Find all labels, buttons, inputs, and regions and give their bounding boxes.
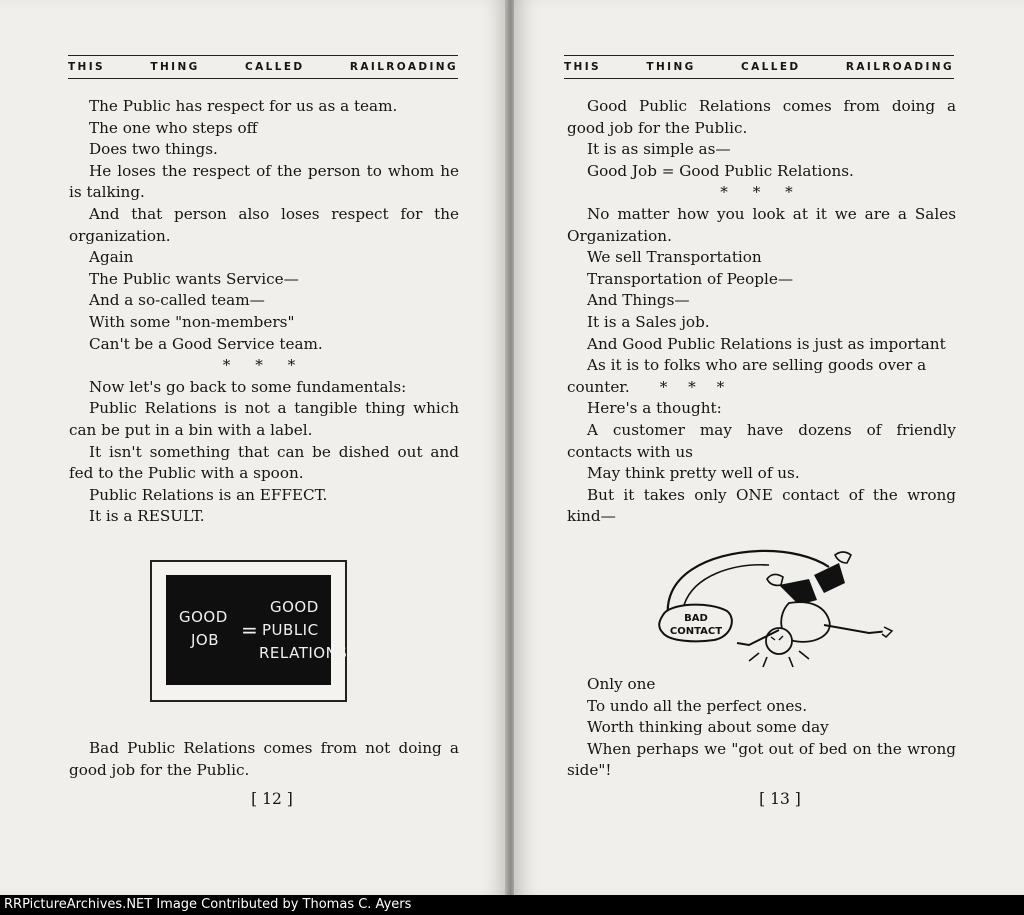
- cartoon-leg-right: [814, 563, 845, 593]
- running-head-right: [564, 55, 954, 79]
- paragraph: No matter how you look at it we are a Sales Organization.: [567, 204, 956, 245]
- text-line: We sell Transportation: [587, 248, 762, 267]
- running-head-word: THING: [646, 61, 696, 73]
- text-line: [567, 377, 956, 399]
- cartoon-shoe-left: [767, 574, 783, 585]
- text-line: Now let's go back to some fundamentals:: [89, 377, 407, 396]
- text-line: Public Relations is an EFFECT.: [89, 485, 328, 504]
- text-line: And a so-called team—: [89, 291, 265, 310]
- text-line: Only one: [587, 675, 656, 693]
- running-head-word: RAILROADING: [349, 61, 458, 73]
- text-line: Again: [89, 248, 134, 267]
- text-line: Can't be a Good Service team.: [89, 334, 323, 353]
- sign-panel: [166, 575, 348, 685]
- cartoon-motion-arc-inner: [684, 565, 769, 605]
- text-line: The one who steps off: [89, 118, 258, 137]
- text-line: With some "non-members": [89, 312, 295, 331]
- sign-relations: RELATIONS: [259, 644, 348, 662]
- text-line: The Public has respect for us as a team.: [89, 97, 398, 115]
- text-line: It is as simple as—: [587, 140, 731, 159]
- left-page: [0, 0, 507, 895]
- running-head-left: [68, 55, 458, 79]
- paragraph: Good Public Relations comes from doing a good job for the Public.: [567, 97, 956, 137]
- left-closing-text: [69, 738, 459, 781]
- closing-paragraph: Bad Public Relations comes from not doing a good job for the Public.: [69, 739, 459, 779]
- text-line: And Things—: [587, 291, 690, 310]
- paragraph: And that person also loses respect for the organization.: [69, 204, 459, 245]
- paragraph: When perhaps we "got out of bed on the wrong side"!: [567, 739, 956, 780]
- cartoon-shoe-right: [835, 552, 851, 563]
- paragraph: But it takes only ONE contact of the wrong kind—: [567, 485, 956, 526]
- paragraph: A customer may have dozens of friendly contacts with us: [567, 420, 956, 461]
- paragraph: As it is to folks who are selling goods over a: [587, 356, 927, 375]
- cartoon-arm-right: [824, 625, 889, 633]
- sign-good-right: GOOD: [270, 598, 319, 616]
- cartoon-label-bad: BAD: [684, 613, 708, 624]
- sign-equals: =: [241, 618, 259, 642]
- running-head-word: RAILROADING: [845, 61, 954, 73]
- running-head-word: THING: [150, 61, 200, 73]
- right-page-text: [567, 96, 956, 528]
- sign-good-left: GOOD: [179, 608, 228, 626]
- text-line: It is a RESULT.: [89, 507, 205, 526]
- cartoon-label-contact: CONTACT: [669, 626, 723, 637]
- counter-word: counter.: [567, 377, 630, 396]
- running-head-word: THIS: [68, 61, 106, 73]
- text-line: The Public wants Service—: [89, 269, 299, 288]
- text-line: Here's a thought:: [587, 399, 722, 418]
- bad-contact-cartoon: [639, 545, 899, 670]
- text-line: And Good Public Relations is just as important: [587, 334, 946, 353]
- section-divider-stars: * * *: [720, 183, 803, 202]
- credit-text: RRPictureArchives.NET Image Contributed by Thomas C. Ayers: [4, 897, 412, 912]
- right-page: [514, 0, 1024, 895]
- running-head-word: CALLED: [741, 61, 801, 73]
- credit-bar: [0, 895, 1024, 915]
- page-number-right: [ 13 ]: [759, 790, 801, 808]
- cartoon-leg-left: [779, 579, 817, 605]
- good-job-sign: [150, 560, 347, 702]
- left-page-text: [69, 96, 459, 528]
- section-divider-stars: * * *: [222, 356, 306, 375]
- cartoon-head: [766, 628, 792, 654]
- right-after-text: [567, 674, 956, 782]
- text-line: Does two things.: [89, 140, 218, 159]
- paragraph: It isn't something that can be dished out and fed to the Public with a spoon.: [69, 442, 459, 483]
- paragraph: He loses the respect of the person to whom he is talking.: [69, 161, 459, 202]
- text-line: It is a Sales job.: [587, 312, 710, 331]
- text-line: Worth thinking about some day: [587, 718, 829, 737]
- sign-public: PUBLIC: [262, 621, 319, 639]
- text-line: May think pretty well of us.: [587, 464, 800, 483]
- sign-job: JOB: [191, 631, 220, 649]
- text-line: To undo all the perfect ones.: [587, 696, 808, 715]
- section-divider-stars: * * *: [659, 377, 733, 396]
- text-line: Transportation of People—: [587, 269, 794, 288]
- text-line: Good Job = Good Public Relations.: [587, 161, 854, 180]
- running-head-word: CALLED: [245, 61, 305, 73]
- running-head-word: THIS: [564, 61, 602, 73]
- paragraph: Public Relations is not a tangible thing which can be put in a bin with a label.: [69, 399, 459, 439]
- page-number-left: [ 12 ]: [251, 790, 293, 808]
